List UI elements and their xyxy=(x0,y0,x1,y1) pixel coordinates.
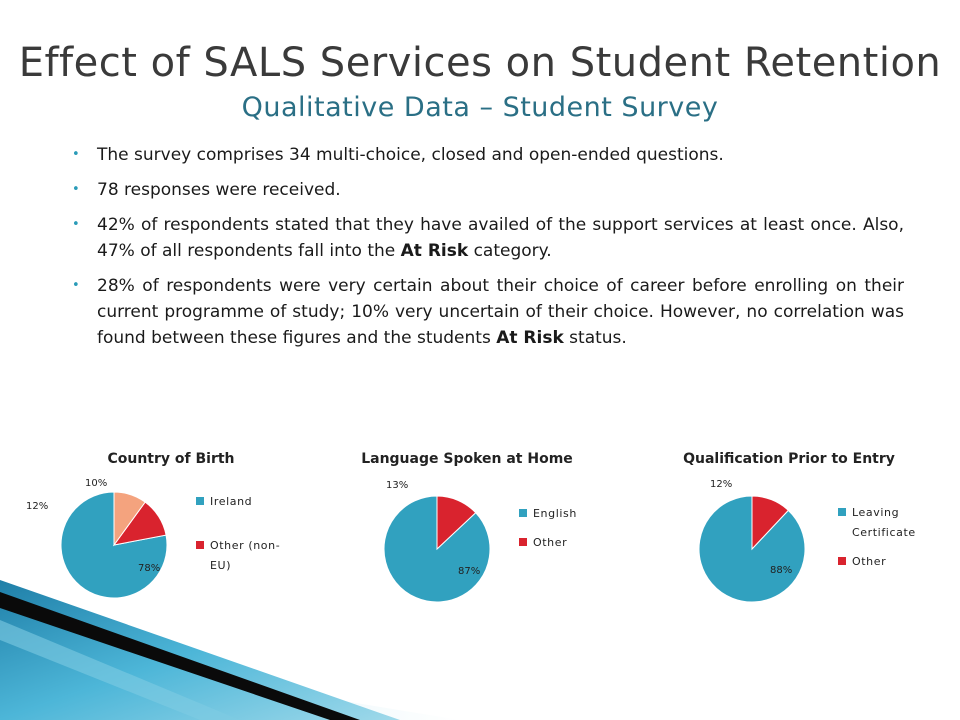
slice-data-label: 13% xyxy=(386,480,409,491)
slice-data-label: 88% xyxy=(770,565,793,576)
pie-chart-svg xyxy=(668,445,918,610)
bullet-marker: • xyxy=(72,217,80,232)
bullet-list xyxy=(72,142,904,360)
chart-qualification xyxy=(668,445,918,610)
legend-label: Certificate xyxy=(852,526,916,539)
bullet-text: 78 responses were received. xyxy=(97,180,341,200)
legend-swatch xyxy=(838,557,846,565)
legend-label: Leaving xyxy=(852,506,900,519)
slice-data-label: 10% xyxy=(85,478,108,489)
chart-title: Qualification Prior to Entry xyxy=(683,451,895,467)
bullet-item xyxy=(72,212,904,264)
bullet-text: 42% of respondents stated that they have availed of the support services at least once. Also, 47% of all respondents fall into the At Risk category. xyxy=(97,215,904,261)
slice-data-label: 78% xyxy=(138,563,161,574)
bullet-item xyxy=(72,142,904,168)
legend-swatch xyxy=(838,508,846,516)
legend-swatch xyxy=(519,538,527,546)
bullet-text: The survey comprises 34 multi-choice, closed and open-ended questions. xyxy=(97,145,724,165)
chart-title: Language Spoken at Home xyxy=(361,451,573,467)
slice-data-label: 12% xyxy=(710,479,733,490)
slice-data-label: 87% xyxy=(458,566,481,577)
bullet-text: 28% of respondents were very certain about their choice of career before enrolling on their current programme of study; 10% very uncertain of their choice. However, no correlation was found between these figures and the students At Risk status. xyxy=(97,276,904,348)
legend-swatch xyxy=(196,541,204,549)
legend-label: EU) xyxy=(210,559,232,572)
legend-label: English xyxy=(533,507,577,520)
chart-title: Country of Birth xyxy=(107,451,235,467)
slide-title: Effect of SALS Services on Student Retention xyxy=(18,40,942,86)
bullet-marker: • xyxy=(72,182,80,197)
legend-label: Other xyxy=(533,536,568,549)
bullet-item xyxy=(72,273,904,351)
slide-subtitle: Qualitative Data – Student Survey xyxy=(241,92,719,123)
decorative-corner-swoosh xyxy=(0,560,460,720)
bold-emphasis: At Risk xyxy=(496,328,564,348)
bullet-marker: • xyxy=(72,278,80,293)
bold-emphasis: At Risk xyxy=(400,241,469,261)
legend-swatch xyxy=(196,497,204,505)
legend-label: Other xyxy=(852,555,887,568)
legend-label: Other (non- xyxy=(210,539,281,552)
legend-label: Ireland xyxy=(210,495,253,508)
slice-data-label: 12% xyxy=(26,501,49,512)
legend-swatch xyxy=(519,509,527,517)
bullet-marker: • xyxy=(72,147,80,162)
bullet-item xyxy=(72,177,904,203)
